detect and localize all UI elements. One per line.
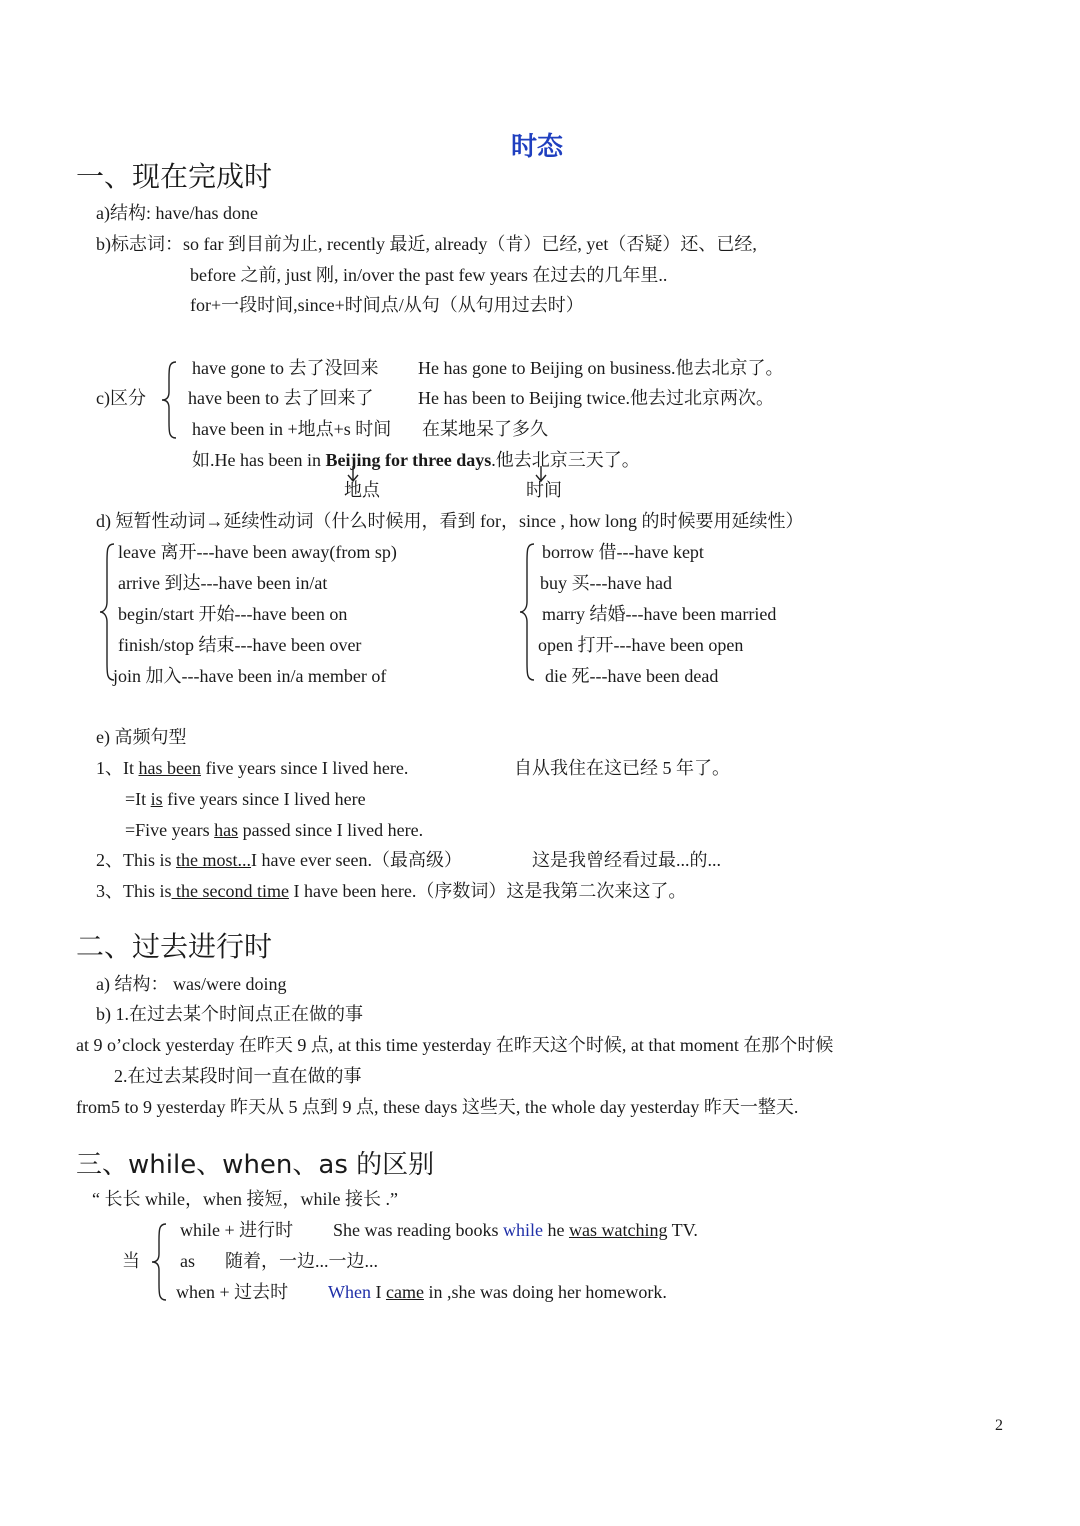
structure-line: a)结构: have/has done	[96, 203, 258, 223]
conjunction-row-1-term: while + 进行时	[180, 1220, 294, 1240]
pattern-2: 2、This is the most...I have ever seen.（最高级）	[96, 850, 462, 870]
signal-words-line-1: b)标志词：so far 到目前为止, recently 最近, already（肯）已经, yet（否疑）还、已经,	[96, 234, 757, 254]
verb-left-item-5: join 加入---have been in/a member of	[113, 666, 387, 686]
pattern-1-variant-2: =Five years has passed since I lived here.	[125, 820, 424, 840]
section-heading-present-perfect: 一、现在完成时	[76, 160, 273, 193]
verb-left-brace	[98, 542, 118, 682]
conjunction-row-3-term: when + 过去时	[176, 1282, 289, 1302]
place-label: 地点	[344, 480, 380, 500]
conjunction-row-1-example: She was reading books while he was watching TV.	[333, 1220, 698, 1240]
pattern-3: 3、This is the second time I have been here.（序数词）这是我第二次来这了。	[96, 881, 687, 901]
conjunction-row-2-term: as	[180, 1251, 195, 1271]
distinguish-label: c)区分	[96, 388, 146, 408]
verb-right-item-4: open 打开---have been open	[538, 635, 744, 655]
distinguish-row-2-term: have been to 去了回来了	[188, 388, 374, 408]
past-continuous-example-2: from5 to 9 yesterday 昨天从 5 点到 9 点, these days 这些天, the whole day yesterday 昨天一整天.	[76, 1097, 799, 1117]
distinguish-row-3-term: have been in +地点+s 时间	[192, 419, 392, 439]
verb-right-item-2: buy 买---have had	[540, 573, 672, 593]
past-continuous-example-1: at 9 o’clock yesterday 在昨天 9 点, at this time yesterday 在昨天这个时候, at that moment 在那个时候	[76, 1035, 834, 1055]
distinguish-row-2-example: He has been to Beijing twice.他去过北京两次。	[418, 388, 774, 408]
dang-label: 当	[122, 1251, 140, 1271]
mnemonic-quote: “ 长长 while，when 接短，while 接长 .”	[92, 1189, 398, 1209]
pattern-1: 1、It has been five years since I lived here.	[96, 758, 409, 778]
pattern-1-variant-1: =It is five years since I lived here	[125, 789, 366, 809]
page-number: 2	[995, 1417, 1003, 1434]
verb-right-brace	[518, 542, 538, 682]
distinguish-row-1-term: have gone to 去了没回来	[192, 358, 379, 378]
signal-words-line-3: for+一段时间,since+时间点/从句（从句用过去时）	[190, 295, 584, 315]
pattern-2-translation: 这是我曾经看过最...的...	[532, 850, 721, 870]
verb-left-item-3: begin/start 开始---have been on	[118, 604, 348, 624]
section-heading-past-continuous: 二、过去进行时	[76, 930, 273, 963]
patterns-title: e) 高频句型	[96, 727, 187, 747]
conjunction-row-2-meaning: 随着，一边...一边...	[225, 1251, 378, 1271]
pattern-1-translation: 自从我住在这已经 5 年了。	[514, 758, 730, 778]
verb-right-item-3: marry 结婚---have been married	[542, 604, 777, 624]
section-heading-while-when-as: 三、while、when、as 的区别	[76, 1150, 435, 1180]
past-continuous-usage-2: 2.在过去某段时间一直在做的事	[114, 1066, 362, 1086]
distinguish-example-sentence: 如.He has been in Beijing for three days.他去北京三天了。	[192, 450, 640, 470]
distinguish-row-1-example: He has gone to Beijing on business.他去北京了。	[418, 358, 784, 378]
verb-left-item-1: leave 离开---have been away(from sp)	[118, 542, 397, 562]
verb-conversion-title: d) 短暂性动词→延续性动词（什么时候用，看到 for，since , how long 的时候要用延续性）	[96, 511, 804, 531]
past-continuous-usage-1: b) 1.在过去某个时间点正在做的事	[96, 1004, 363, 1024]
past-continuous-structure: a) 结构： was/were doing	[96, 974, 287, 994]
verb-right-item-5: die 死---have been dead	[545, 666, 719, 686]
verb-left-item-2: arrive 到达---have been in/at	[118, 573, 328, 593]
verb-right-item-1: borrow 借---have kept	[542, 542, 704, 562]
distinguish-row-3-example: 在某地呆了多久	[422, 419, 548, 439]
signal-words-line-2: before 之前, just 刚, in/over the past few years 在过去的几年里..	[190, 265, 668, 285]
verb-left-item-4: finish/stop 结束---have been over	[118, 635, 362, 655]
distinguish-brace	[160, 360, 180, 440]
conjunction-row-3-example: When I came in ,she was doing her homework.	[328, 1282, 667, 1302]
page-title: 时态	[511, 132, 564, 162]
conjunction-brace	[150, 1222, 170, 1302]
time-label: 时间	[526, 480, 562, 500]
